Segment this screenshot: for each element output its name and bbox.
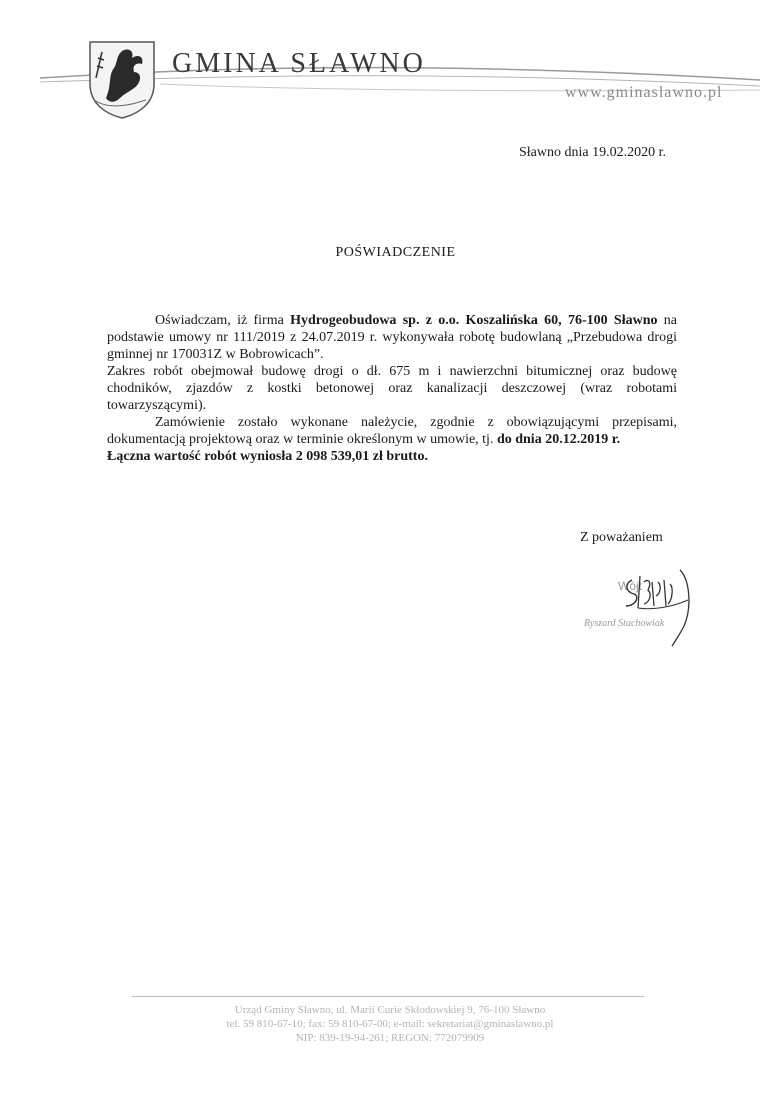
- footer-address: Urząd Gminy Sławno, ul. Marii Curie Skłodowskiej 9, 76-100 Sławno: [234, 1004, 546, 1016]
- company-name: Hydrogeobudowa sp. z o.o. Koszalińska 60, 76-100 Sławno: [290, 313, 658, 328]
- p1-rest: na podstawie umowy nr 111/2019 z 24.07.2019 r. wykonywała robotę budowlaną „Przebudowa drogi gminnej nr 170031Z w Bobrowicach”.: [107, 313, 678, 362]
- document-title-text: POŚWIADCZENIE: [335, 245, 456, 260]
- total-value: Łączna wartość robót wyniosła 2 098 539,01 zł brutto.: [107, 449, 428, 464]
- p1-intro: Oświadczam, iż firma: [155, 313, 291, 328]
- website-url: www.gminaslawno.pl: [565, 84, 723, 101]
- paragraph-4: [107, 448, 677, 465]
- paragraph-2: Zakres robót obejmował budowę drogi o dł. 675 m i nawierzchni bitumicznej oraz budowę chodników, zjazdów z kostki betonowej oraz kanalizacji deszczowej (wraz robotami towarzyszącymi).: [107, 364, 677, 413]
- signature-stamp: [580, 560, 710, 650]
- stamp-name: Ryszard Stachowiak: [584, 618, 665, 629]
- coat-of-arms-icon: [86, 38, 158, 120]
- letter-date: Sławno dnia 19.02.2020 r.: [519, 145, 666, 160]
- footer-contact: tel. 59 810-67-10; fax: 59 810-67-00; e-mail: sekretariat@gminaslawno.pl: [226, 1018, 554, 1030]
- footer-divider: [132, 996, 644, 997]
- letter-body: [107, 312, 677, 465]
- closing-phrase: Z poważaniem: [580, 530, 663, 545]
- paragraph-1: [107, 312, 677, 363]
- completion-deadline: do dnia 20.12.2019 r.: [496, 432, 621, 447]
- paragraph-3: [107, 414, 677, 448]
- p3-intro: Zamówienie zostało wykonane należycie, zgodnie z obowiązującymi przepisami, dokumentacją projektową oraz w terminie określonym w umowie, tj.: [107, 415, 677, 447]
- stamp-title: Wójt: [618, 579, 642, 593]
- footer: [150, 1003, 630, 1045]
- document-title: [0, 245, 779, 261]
- footer-registry: NIP: 839-19-94-261; REGON: 772079909: [295, 1032, 485, 1044]
- municipality-name: GMINA SŁAWNO: [172, 48, 426, 79]
